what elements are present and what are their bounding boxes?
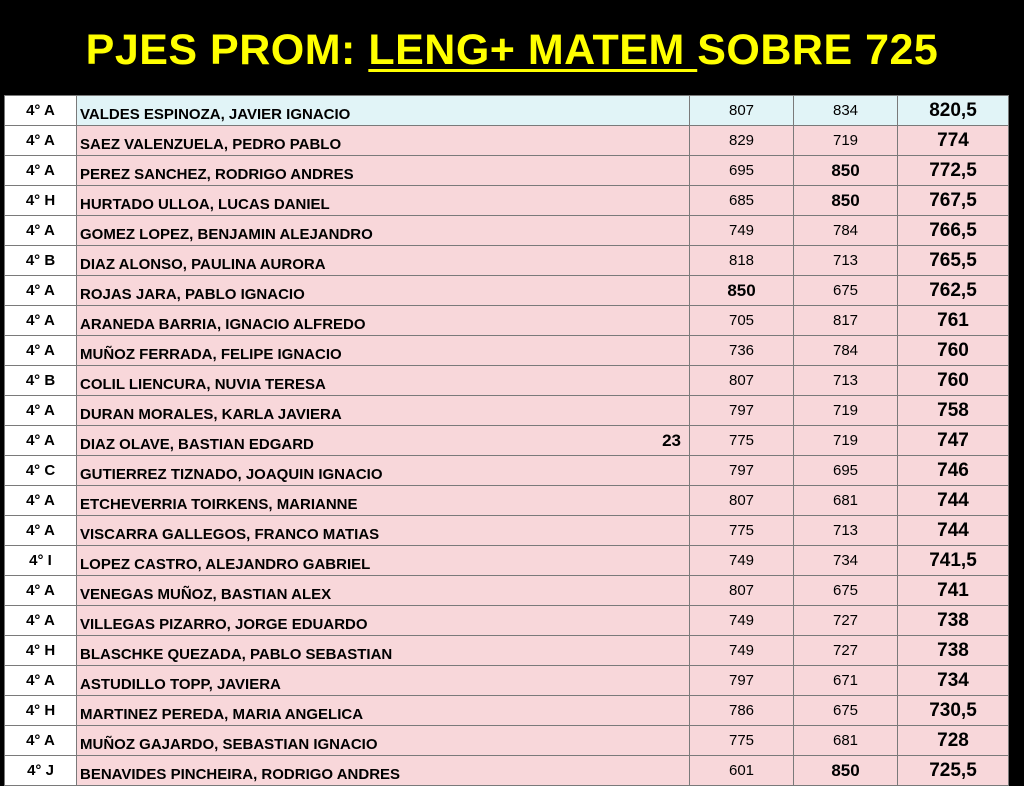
course-cell: 4° I [5, 546, 77, 576]
course-cell: 4° A [5, 96, 77, 126]
student-name: LOPEZ CASTRO, ALEJANDRO GABRIEL [80, 556, 371, 573]
average-cell: 746 [898, 456, 1009, 486]
student-name-cell [77, 366, 690, 396]
table-row [5, 246, 1009, 276]
table-row [5, 756, 1009, 786]
leng-score-cell: 736 [690, 336, 794, 366]
average-cell: 760 [898, 366, 1009, 396]
course-cell: 4° A [5, 396, 77, 426]
matem-score-cell: 817 [794, 306, 898, 336]
average-cell: 766,5 [898, 216, 1009, 246]
matem-score-cell: 784 [794, 336, 898, 366]
average-cell: 772,5 [898, 156, 1009, 186]
matem-score-cell: 850 [794, 756, 898, 786]
matem-score-cell: 719 [794, 126, 898, 156]
average-cell: 738 [898, 636, 1009, 666]
table-row [5, 636, 1009, 666]
table-row [5, 336, 1009, 366]
table-row [5, 486, 1009, 516]
average-cell: 744 [898, 516, 1009, 546]
leng-score-cell: 807 [690, 576, 794, 606]
leng-score-cell: 797 [690, 666, 794, 696]
student-name-cell [77, 336, 690, 366]
student-name-cell [77, 306, 690, 336]
matem-score-cell: 713 [794, 516, 898, 546]
student-name-cell [77, 576, 690, 606]
student-name-cell [77, 156, 690, 186]
course-cell: 4° A [5, 726, 77, 756]
table-row [5, 216, 1009, 246]
matem-score-cell: 784 [794, 216, 898, 246]
student-name-cell [77, 96, 690, 126]
leng-score-cell: 775 [690, 426, 794, 456]
table-row [5, 186, 1009, 216]
table-row [5, 96, 1009, 126]
scores-table-body [5, 96, 1009, 786]
student-name: DIAZ OLAVE, BASTIAN EDGARD [80, 436, 314, 453]
title-part-3: SOBRE 725 [697, 26, 939, 74]
course-cell: 4° B [5, 366, 77, 396]
table-row [5, 396, 1009, 426]
matem-score-cell: 850 [794, 156, 898, 186]
student-name: MARTINEZ PEREDA, MARIA ANGELICA [80, 706, 364, 723]
student-name-cell [77, 276, 690, 306]
student-name: ETCHEVERRIA TOIRKENS, MARIANNE [80, 496, 358, 513]
title-part-2: LENG+ MATEM [368, 26, 698, 74]
table-row [5, 696, 1009, 726]
student-name: ROJAS JARA, PABLO IGNACIO [80, 286, 305, 303]
leng-score-cell: 850 [690, 276, 794, 306]
average-cell: 767,5 [898, 186, 1009, 216]
leng-score-cell: 786 [690, 696, 794, 726]
average-cell: 758 [898, 396, 1009, 426]
average-cell: 765,5 [898, 246, 1009, 276]
leng-score-cell: 807 [690, 486, 794, 516]
leng-score-cell: 749 [690, 216, 794, 246]
average-cell: 725,5 [898, 756, 1009, 786]
matem-score-cell: 727 [794, 606, 898, 636]
table-row [5, 156, 1009, 186]
average-cell: 774 [898, 126, 1009, 156]
table-row [5, 276, 1009, 306]
matem-score-cell: 695 [794, 456, 898, 486]
matem-score-cell: 675 [794, 696, 898, 726]
matem-score-cell: 713 [794, 366, 898, 396]
student-name-cell [77, 456, 690, 486]
student-name-cell [77, 186, 690, 216]
course-cell: 4° C [5, 456, 77, 486]
table-row [5, 366, 1009, 396]
student-name-cell [77, 216, 690, 246]
leng-score-cell: 797 [690, 396, 794, 426]
student-name-cell [77, 426, 690, 456]
student-name: GUTIERREZ TIZNADO, JOAQUIN IGNACIO [80, 466, 383, 483]
course-cell: 4° A [5, 486, 77, 516]
average-cell: 734 [898, 666, 1009, 696]
student-name-cell [77, 126, 690, 156]
average-cell: 728 [898, 726, 1009, 756]
matem-score-cell: 719 [794, 396, 898, 426]
page-title [0, 26, 1024, 75]
matem-score-cell: 713 [794, 246, 898, 276]
student-name: DIAZ ALONSO, PAULINA AURORA [80, 256, 326, 273]
matem-score-cell: 681 [794, 486, 898, 516]
table-row [5, 456, 1009, 486]
table-row [5, 726, 1009, 756]
matem-score-cell: 850 [794, 186, 898, 216]
average-cell: 747 [898, 426, 1009, 456]
table-row [5, 606, 1009, 636]
average-cell: 762,5 [898, 276, 1009, 306]
student-name: GOMEZ LOPEZ, BENJAMIN ALEJANDRO [80, 226, 373, 243]
leng-score-cell: 685 [690, 186, 794, 216]
course-cell: 4° A [5, 306, 77, 336]
row-note: 23 [662, 431, 681, 450]
course-cell: 4° A [5, 426, 77, 456]
course-cell: 4° H [5, 186, 77, 216]
leng-score-cell: 797 [690, 456, 794, 486]
student-name: ARANEDA BARRIA, IGNACIO ALFREDO [80, 316, 366, 333]
leng-score-cell: 695 [690, 156, 794, 186]
matem-score-cell: 719 [794, 426, 898, 456]
course-cell: 4° A [5, 216, 77, 246]
average-cell: 741,5 [898, 546, 1009, 576]
leng-score-cell: 775 [690, 516, 794, 546]
table-row [5, 306, 1009, 336]
matem-score-cell: 675 [794, 276, 898, 306]
student-name: BLASCHKE QUEZADA, PABLO SEBASTIAN [80, 646, 393, 663]
average-cell: 730,5 [898, 696, 1009, 726]
course-cell: 4° H [5, 636, 77, 666]
course-cell: 4° A [5, 606, 77, 636]
course-cell: 4° J [5, 756, 77, 786]
table-row [5, 126, 1009, 156]
student-name: VENEGAS MUÑOZ, BASTIAN ALEX [80, 586, 332, 603]
student-name: COLIL LIENCURA, NUVIA TERESA [80, 376, 326, 393]
student-name-cell [77, 696, 690, 726]
course-cell: 4° A [5, 666, 77, 696]
average-cell: 760 [898, 336, 1009, 366]
student-name-cell [77, 396, 690, 426]
student-name: MUÑOZ GAJARDO, SEBASTIAN IGNACIO [80, 736, 378, 753]
course-cell: 4° A [5, 126, 77, 156]
student-name: HURTADO ULLOA, LUCAS DANIEL [80, 196, 330, 213]
course-cell: 4° A [5, 336, 77, 366]
matem-score-cell: 834 [794, 96, 898, 126]
student-name-cell [77, 636, 690, 666]
matem-score-cell: 727 [794, 636, 898, 666]
student-name-cell [77, 246, 690, 276]
title-part-1: PJES PROM: [85, 26, 369, 74]
leng-score-cell: 749 [690, 546, 794, 576]
course-cell: 4° H [5, 696, 77, 726]
student-name-cell [77, 756, 690, 786]
leng-score-cell: 601 [690, 756, 794, 786]
average-cell: 761 [898, 306, 1009, 336]
average-cell: 741 [898, 576, 1009, 606]
student-name: VISCARRA GALLEGOS, FRANCO MATIAS [80, 526, 380, 543]
matem-score-cell: 675 [794, 576, 898, 606]
scores-table [4, 95, 1009, 786]
leng-score-cell: 829 [690, 126, 794, 156]
course-cell: 4° A [5, 516, 77, 546]
matem-score-cell: 734 [794, 546, 898, 576]
student-name: BENAVIDES PINCHEIRA, RODRIGO ANDRES [80, 766, 401, 783]
average-cell: 738 [898, 606, 1009, 636]
student-name: PEREZ SANCHEZ, RODRIGO ANDRES [80, 166, 354, 183]
table-row [5, 426, 1009, 456]
student-name: DURAN MORALES, KARLA JAVIERA [80, 406, 342, 423]
course-cell: 4° A [5, 156, 77, 186]
leng-score-cell: 807 [690, 96, 794, 126]
student-name: SAEZ VALENZUELA, PEDRO PABLO [80, 136, 342, 153]
course-cell: 4° A [5, 276, 77, 306]
leng-score-cell: 749 [690, 636, 794, 666]
leng-score-cell: 818 [690, 246, 794, 276]
student-name: ASTUDILLO TOPP, JAVIERA [80, 676, 281, 693]
student-name: VILLEGAS PIZARRO, JORGE EDUARDO [80, 616, 368, 633]
leng-score-cell: 775 [690, 726, 794, 756]
leng-score-cell: 705 [690, 306, 794, 336]
student-name-cell [77, 486, 690, 516]
table-row [5, 666, 1009, 696]
leng-score-cell: 749 [690, 606, 794, 636]
leng-score-cell: 807 [690, 366, 794, 396]
matem-score-cell: 671 [794, 666, 898, 696]
table-row [5, 546, 1009, 576]
student-name-cell [77, 666, 690, 696]
student-name-cell [77, 606, 690, 636]
matem-score-cell: 681 [794, 726, 898, 756]
student-name: MUÑOZ FERRADA, FELIPE IGNACIO [80, 346, 342, 363]
average-cell: 744 [898, 486, 1009, 516]
student-name-cell [77, 516, 690, 546]
course-cell: 4° B [5, 246, 77, 276]
student-name-cell [77, 546, 690, 576]
course-cell: 4° A [5, 576, 77, 606]
table-row [5, 576, 1009, 606]
table-row [5, 516, 1009, 546]
student-name: VALDES ESPINOZA, JAVIER IGNACIO [80, 106, 351, 123]
average-cell: 820,5 [898, 96, 1009, 126]
student-name-cell [77, 726, 690, 756]
